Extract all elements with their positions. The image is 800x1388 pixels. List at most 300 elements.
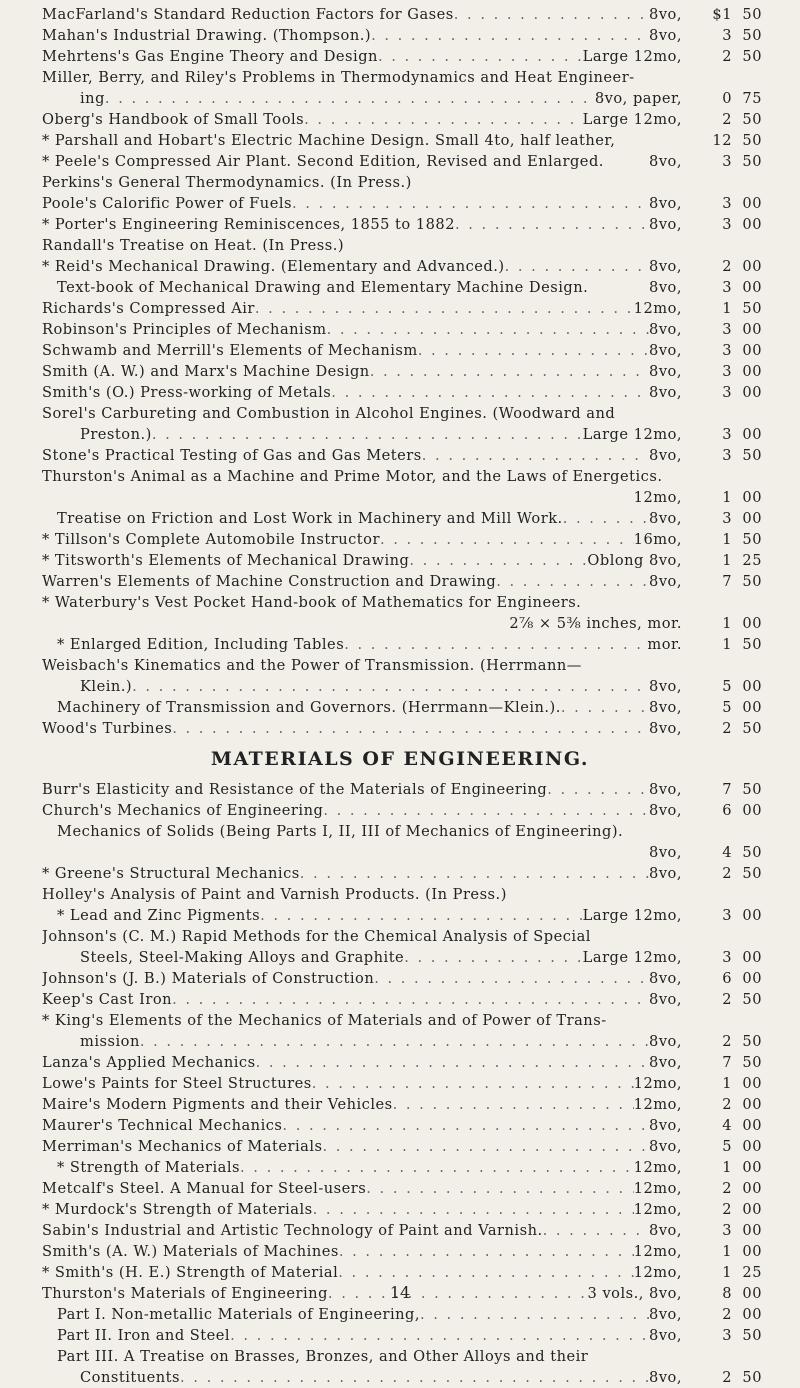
entry-title: * Smith's (H. E.) Strength of Material xyxy=(42,1264,339,1281)
price-cents: 25 xyxy=(742,552,762,569)
price-cents: 25 xyxy=(742,1264,762,1281)
price-dollars: $1 xyxy=(712,6,732,23)
price-cents: 00 xyxy=(742,342,762,359)
price-cents: 50 xyxy=(742,1327,762,1344)
entry-price xyxy=(684,1220,762,1241)
price-dollars: 2 xyxy=(722,1180,732,1197)
price-cents: 00 xyxy=(742,216,762,233)
catalog-entry-line xyxy=(0,989,800,1010)
leader-dots xyxy=(172,989,649,1010)
entry-price xyxy=(684,109,762,130)
entry-title: Thurston's Materials of Engineering xyxy=(42,1285,328,1302)
spacer xyxy=(344,235,682,256)
price-cents: 75 xyxy=(742,90,762,107)
catalog-entry-line xyxy=(0,403,800,424)
price-dollars: 3 xyxy=(722,384,732,401)
price-dollars: 1 xyxy=(722,300,732,317)
price-cents: 50 xyxy=(742,865,762,882)
entry-format: 8vo, xyxy=(649,1327,682,1344)
leader-dots xyxy=(313,1199,634,1220)
entry-title: Schwamb and Merrill's Elements of Mechanism xyxy=(42,342,418,359)
catalog-entry-line xyxy=(0,340,800,361)
entry-price xyxy=(684,361,762,382)
entry-price xyxy=(684,634,762,655)
entry-title: Mahan's Industrial Drawing. (Thompson.) xyxy=(42,27,372,44)
price-dollars: 3 xyxy=(722,949,732,966)
entry-title: Perkins's General Thermodynamics. (In Press.) xyxy=(42,174,412,191)
price-cents: 50 xyxy=(742,573,762,590)
price-dollars: 4 xyxy=(722,844,732,861)
leader-dots xyxy=(366,1178,633,1199)
price-cents: 00 xyxy=(742,949,762,966)
catalog-entry-line xyxy=(0,256,800,277)
catalog-entry-line xyxy=(0,1367,800,1388)
catalog-entry-line xyxy=(0,424,800,445)
entry-format: Large 12mo, xyxy=(582,48,682,65)
price-cents: 00 xyxy=(742,1306,762,1323)
entry-price xyxy=(684,676,762,697)
catalog-entry-line xyxy=(0,884,800,905)
catalog-entry-line xyxy=(0,1073,800,1094)
price-cents: 00 xyxy=(742,279,762,296)
leader-dots xyxy=(496,571,649,592)
leader-dots xyxy=(282,1115,649,1136)
entry-format: 8vo, xyxy=(649,1138,682,1155)
price-dollars: 8 xyxy=(722,1285,732,1302)
entry-title: Holley's Analysis of Paint and Varnish Products. (In Press.) xyxy=(42,886,507,903)
entry-price xyxy=(684,947,762,968)
price-dollars: 3 xyxy=(722,279,732,296)
entry-format: 2⅞ × 5⅜ inches, mor. xyxy=(509,615,682,632)
leader-dots xyxy=(312,1073,634,1094)
price-dollars: 3 xyxy=(722,907,732,924)
entry-format: 8vo, xyxy=(649,991,682,1008)
spacer xyxy=(615,403,760,424)
catalog-entry-line xyxy=(0,1031,800,1052)
catalog-entry-line xyxy=(0,1010,800,1031)
entry-price xyxy=(684,718,762,739)
price-cents: 00 xyxy=(742,802,762,819)
entry-price xyxy=(684,424,762,445)
catalog-entry-line xyxy=(0,1052,800,1073)
price-cents: 00 xyxy=(742,678,762,695)
entry-price xyxy=(684,779,762,800)
price-cents: 50 xyxy=(742,6,762,23)
price-dollars: 1 xyxy=(722,489,732,506)
entry-title: * Waterbury's Vest Pocket Hand-book of Mathematics for Engineers. xyxy=(42,594,582,611)
spacer xyxy=(42,613,509,634)
entry-price xyxy=(684,968,762,989)
entry-price xyxy=(684,1157,762,1178)
entry-title: * Tillson's Complete Automobile Instructor xyxy=(42,531,380,548)
entry-format: 16mo, xyxy=(633,531,682,548)
entry-title: Robinson's Principles of Mechanism xyxy=(42,321,327,338)
price-cents: 00 xyxy=(742,1201,762,1218)
leader-dots xyxy=(393,1094,634,1115)
entry-price xyxy=(684,1115,762,1136)
catalog-entry-line xyxy=(0,445,800,466)
spacer xyxy=(663,466,761,487)
entry-title: * King's Elements of the Mechanics of Materials and of Power of Trans- xyxy=(42,1012,607,1029)
entry-price xyxy=(684,905,762,926)
price-cents: 00 xyxy=(742,510,762,527)
entry-title: Maurer's Technical Mechanics xyxy=(42,1117,283,1134)
catalog-entry-line xyxy=(0,151,800,172)
catalog-entry-line xyxy=(0,1199,800,1220)
entry-title: * Titsworth's Elements of Mechanical Drawing xyxy=(42,552,410,569)
entry-price xyxy=(684,1136,762,1157)
catalog-entry-line xyxy=(0,1136,800,1157)
leader-dots xyxy=(172,718,649,739)
price-cents: 50 xyxy=(742,531,762,548)
leader-dots xyxy=(180,1367,649,1388)
price-dollars: 2 xyxy=(722,720,732,737)
entry-format: 12mo, xyxy=(633,1096,682,1113)
entry-title: Oberg's Handbook of Small Tools xyxy=(42,111,305,128)
entry-format: 8vo, xyxy=(649,153,682,170)
entry-title: Sabin's Industrial and Artistic Technology of Paint and Varnish. xyxy=(42,1222,543,1239)
price-cents: 50 xyxy=(742,1369,762,1386)
price-dollars: 1 xyxy=(722,552,732,569)
entry-format: 8vo, xyxy=(649,258,682,275)
catalog-entry-line xyxy=(0,1157,800,1178)
price-cents: 00 xyxy=(742,1075,762,1092)
catalog-entry-line xyxy=(0,487,800,508)
price-dollars: 2 xyxy=(722,1096,732,1113)
price-dollars: 5 xyxy=(722,678,732,695)
spacer xyxy=(581,592,682,613)
entry-price xyxy=(684,800,762,821)
entry-title: Part III. A Treatise on Brasses, Bronzes, and Other Alloys and their xyxy=(57,1348,589,1365)
entry-title: Poole's Calorific Power of Fuels xyxy=(42,195,292,212)
catalog-entry-line xyxy=(0,800,800,821)
entry-title: * Murdock's Strength of Materials xyxy=(42,1201,313,1218)
price-cents: 00 xyxy=(742,384,762,401)
entry-format: 8vo, xyxy=(649,970,682,987)
entry-price xyxy=(684,4,762,25)
price-cents: 00 xyxy=(742,1180,762,1197)
entry-format: 8vo, xyxy=(649,447,682,464)
entry-title: * Lead and Zinc Pigments xyxy=(57,907,261,924)
entry-price xyxy=(684,1262,762,1283)
price-cents: 00 xyxy=(742,489,762,506)
leader-dots xyxy=(140,1031,649,1052)
entry-price xyxy=(684,1094,762,1115)
entry-format: 8vo, xyxy=(649,1306,682,1323)
catalog-entry-line xyxy=(0,905,800,926)
catalog-entry-line xyxy=(0,508,800,529)
price-dollars: 1 xyxy=(722,615,732,632)
entry-format: 12mo, xyxy=(633,300,682,317)
price-dollars: 5 xyxy=(722,699,732,716)
entry-title: Johnson's (J. B.) Materials of Construction xyxy=(42,970,375,987)
entry-format: 8vo, xyxy=(649,321,682,338)
leader-dots xyxy=(344,634,647,655)
catalog-entry-line xyxy=(0,947,800,968)
entry-title: Maire's Modern Pigments and their Vehicles xyxy=(42,1096,393,1113)
entry-format: Oblong 8vo, xyxy=(587,552,682,569)
leader-dots xyxy=(380,529,634,550)
catalog-listing xyxy=(0,4,800,1388)
leader-dots xyxy=(132,676,649,697)
catalog-entry-line xyxy=(0,655,800,676)
price-cents: 50 xyxy=(742,720,762,737)
entry-price xyxy=(684,1241,762,1262)
spacer xyxy=(412,172,682,193)
catalog-entry-line xyxy=(0,172,800,193)
price-cents: 00 xyxy=(742,1096,762,1113)
section-heading: MATERIALS OF ENGINEERING. xyxy=(210,748,590,770)
entry-title: * Enlarged Edition, Including Tables xyxy=(57,636,345,653)
entry-title: Smith's (A. W.) Materials of Machines xyxy=(42,1243,339,1260)
entry-format: 8vo, xyxy=(649,216,682,233)
entry-format: 8vo, xyxy=(649,1369,682,1386)
leader-dots xyxy=(339,1241,634,1262)
entry-format: Large 12mo, xyxy=(582,907,682,924)
entry-title: Weisbach's Kinematics and the Power of Transmission. (Herrmann— xyxy=(42,657,582,674)
entry-format: Large 12mo, xyxy=(582,111,682,128)
price-dollars: 2 xyxy=(722,1033,732,1050)
leader-dots xyxy=(255,298,634,319)
price-cents: 00 xyxy=(742,258,762,275)
price-dollars: 2 xyxy=(722,1201,732,1218)
price-dollars: 7 xyxy=(722,573,732,590)
catalog-entry-line xyxy=(0,821,800,842)
leader-dots xyxy=(152,424,583,445)
entry-format: 8vo, xyxy=(649,1054,682,1071)
entry-title: Randall's Treatise on Heat. (In Press.) xyxy=(42,237,345,254)
spacer xyxy=(623,821,760,842)
entry-title: Treatise on Friction and Lost Work in Machinery and Mill Work. xyxy=(57,510,563,527)
entry-format: 3 vols., 8vo, xyxy=(587,1285,682,1302)
entry-price xyxy=(684,1325,762,1346)
price-dollars: 2 xyxy=(722,1306,732,1323)
catalog-entry-line xyxy=(0,130,800,151)
price-dollars: 1 xyxy=(722,1159,732,1176)
entry-price xyxy=(684,1178,762,1199)
catalog-entry-line xyxy=(0,109,800,130)
leader-dots xyxy=(331,382,649,403)
entry-title: Smith's (O.) Press-working of Metals xyxy=(42,384,332,401)
price-cents: 00 xyxy=(742,1159,762,1176)
entry-title: Miller, Berry, and Riley's Problems in Thermodynamics and Heat Engineer- xyxy=(42,69,635,86)
price-cents: 50 xyxy=(742,48,762,65)
entry-price xyxy=(684,571,762,592)
entry-title: MacFarland's Standard Reduction Factors for Gases xyxy=(42,6,454,23)
entry-price xyxy=(684,298,762,319)
catalog-entry-line xyxy=(0,214,800,235)
price-dollars: 7 xyxy=(722,1054,732,1071)
entry-format: 8vo, xyxy=(649,1222,682,1239)
catalog-entry-line xyxy=(0,1094,800,1115)
price-dollars: 3 xyxy=(722,426,732,443)
entry-format: 8vo, xyxy=(649,865,682,882)
price-dollars: 2 xyxy=(722,111,732,128)
catalog-entry-line xyxy=(0,529,800,550)
catalog-entry-line xyxy=(0,1115,800,1136)
catalog-entry-line xyxy=(0,1241,800,1262)
catalog-entry-line xyxy=(0,1220,800,1241)
price-dollars: 6 xyxy=(722,970,732,987)
price-dollars: 3 xyxy=(722,321,732,338)
entry-price xyxy=(684,214,762,235)
catalog-entry-line xyxy=(0,319,800,340)
price-dollars: 3 xyxy=(722,153,732,170)
entry-title: Thurston's Animal as a Machine and Prime Motor, and the Laws of Energetics. xyxy=(42,468,663,485)
leader-dots xyxy=(105,88,595,109)
entry-price xyxy=(684,88,762,109)
entry-format: 8vo, xyxy=(649,781,682,798)
entry-title: Mehrtens's Gas Engine Theory and Design xyxy=(42,48,378,65)
spacer xyxy=(635,67,760,88)
entry-title: Steels, Steel-Making Alloys and Graphite xyxy=(80,949,405,966)
entry-title: Machinery of Transmission and Governors. (Herrmann—Klein.). xyxy=(57,699,561,716)
leader-dots xyxy=(230,1325,649,1346)
entry-title: Johnson's (C. M.) Rapid Methods for the Chemical Analysis of Special xyxy=(42,928,591,945)
spacer xyxy=(588,277,649,298)
entry-title: Text-book of Mechanical Drawing and Elementary Machine Design. xyxy=(57,279,589,296)
price-dollars: 1 xyxy=(722,1075,732,1092)
price-dollars: 3 xyxy=(722,342,732,359)
entry-price xyxy=(684,151,762,172)
price-dollars: 0 xyxy=(722,90,732,107)
entry-title: mission xyxy=(80,1033,140,1050)
price-dollars: 1 xyxy=(722,636,732,653)
leader-dots xyxy=(304,109,583,130)
leader-dots xyxy=(563,508,649,529)
entry-price xyxy=(684,697,762,718)
catalog-entry-line xyxy=(0,926,800,947)
price-dollars: 2 xyxy=(722,1369,732,1386)
price-dollars: 2 xyxy=(722,991,732,1008)
entry-format: 8vo, xyxy=(649,1033,682,1050)
entry-price xyxy=(684,319,762,340)
price-cents: 50 xyxy=(742,1054,762,1071)
price-cents: 50 xyxy=(742,844,762,861)
entry-price xyxy=(684,277,762,298)
price-dollars: 2 xyxy=(722,48,732,65)
catalog-entry-line xyxy=(0,676,800,697)
leader-dots xyxy=(454,4,649,25)
catalog-entry-line xyxy=(0,466,800,487)
catalog-entry-line xyxy=(0,193,800,214)
catalog-entry-line xyxy=(0,46,800,67)
leader-dots xyxy=(371,25,649,46)
entry-title: * Parshall and Hobart's Electric Machine Design. Small 4to, half leather, xyxy=(42,132,616,149)
price-cents: 00 xyxy=(742,195,762,212)
price-dollars: 3 xyxy=(722,363,732,380)
entry-title: Smith (A. W.) and Marx's Machine Design xyxy=(42,363,370,380)
price-dollars: 12 xyxy=(712,132,732,149)
entry-format: 12mo, xyxy=(633,1243,682,1260)
leader-dots xyxy=(370,361,649,382)
price-dollars: 1 xyxy=(722,531,732,548)
price-dollars: 4 xyxy=(722,1117,732,1134)
entry-title: Richards's Compressed Air xyxy=(42,300,255,317)
price-dollars: 6 xyxy=(722,802,732,819)
catalog-entry-line xyxy=(0,842,800,863)
catalog-entry-line xyxy=(0,277,800,298)
spacer xyxy=(615,130,682,151)
price-cents: 00 xyxy=(742,1243,762,1260)
entry-title: Warren's Elements of Machine Construction and Drawing xyxy=(42,573,497,590)
catalog-entry-line xyxy=(0,25,800,46)
spacer xyxy=(607,1010,760,1031)
leader-dots xyxy=(543,1220,649,1241)
leader-dots xyxy=(561,697,649,718)
entry-title: Sorel's Carbureting and Combustion in Alcohol Engines. (Woodward and xyxy=(42,405,616,422)
catalog-entry-line xyxy=(0,697,800,718)
catalog-entry-line xyxy=(0,88,800,109)
entry-price xyxy=(684,445,762,466)
price-cents: 50 xyxy=(742,153,762,170)
entry-price xyxy=(684,989,762,1010)
catalog-entry-line xyxy=(0,863,800,884)
price-dollars: 2 xyxy=(722,865,732,882)
price-cents: 50 xyxy=(742,27,762,44)
leader-dots xyxy=(547,779,649,800)
entry-price xyxy=(684,25,762,46)
entry-price xyxy=(684,382,762,403)
entry-format: 8vo, xyxy=(649,342,682,359)
catalog-entry-line xyxy=(0,67,800,88)
catalog-entry-line xyxy=(0,298,800,319)
entry-title: * Strength of Materials xyxy=(57,1159,241,1176)
leader-dots xyxy=(338,1262,633,1283)
entry-price xyxy=(684,1052,762,1073)
entry-format: 8vo, paper, xyxy=(594,90,682,107)
entry-price xyxy=(684,256,762,277)
price-cents: 00 xyxy=(742,1222,762,1239)
catalog-entry-line xyxy=(0,571,800,592)
entry-format: 8vo, xyxy=(649,27,682,44)
price-dollars: 1 xyxy=(722,1243,732,1260)
price-dollars: 3 xyxy=(722,195,732,212)
leader-dots xyxy=(455,214,649,235)
price-cents: 00 xyxy=(742,907,762,924)
leader-dots xyxy=(404,947,582,968)
price-dollars: 3 xyxy=(722,216,732,233)
price-dollars: 7 xyxy=(722,781,732,798)
catalog-entry-line xyxy=(0,4,800,25)
page-number: 14 xyxy=(389,1283,411,1302)
entry-format: 8vo, xyxy=(649,573,682,590)
price-dollars: 3 xyxy=(722,447,732,464)
leader-dots xyxy=(323,800,649,821)
catalog-entry-line xyxy=(0,1346,800,1367)
entry-format: 8vo, xyxy=(649,195,682,212)
catalog-entry-line xyxy=(0,1262,800,1283)
entry-title: Preston.) xyxy=(80,426,152,443)
entry-title: ing xyxy=(80,90,105,107)
price-cents: 00 xyxy=(742,426,762,443)
entry-format: 8vo, xyxy=(649,699,682,716)
leader-dots xyxy=(422,445,649,466)
entry-price xyxy=(684,340,762,361)
entry-price xyxy=(684,1031,762,1052)
entry-price xyxy=(684,842,762,863)
price-cents: 50 xyxy=(742,991,762,1008)
price-cents: 50 xyxy=(742,300,762,317)
entry-title: Lowe's Paints for Steel Structures xyxy=(42,1075,312,1092)
price-dollars: 5 xyxy=(722,1138,732,1155)
entry-price xyxy=(684,508,762,529)
entry-title: Lanza's Applied Mechanics xyxy=(42,1054,256,1071)
price-cents: 00 xyxy=(742,1138,762,1155)
spacer xyxy=(604,151,649,172)
price-dollars: 3 xyxy=(722,1327,732,1344)
leader-dots xyxy=(240,1157,634,1178)
